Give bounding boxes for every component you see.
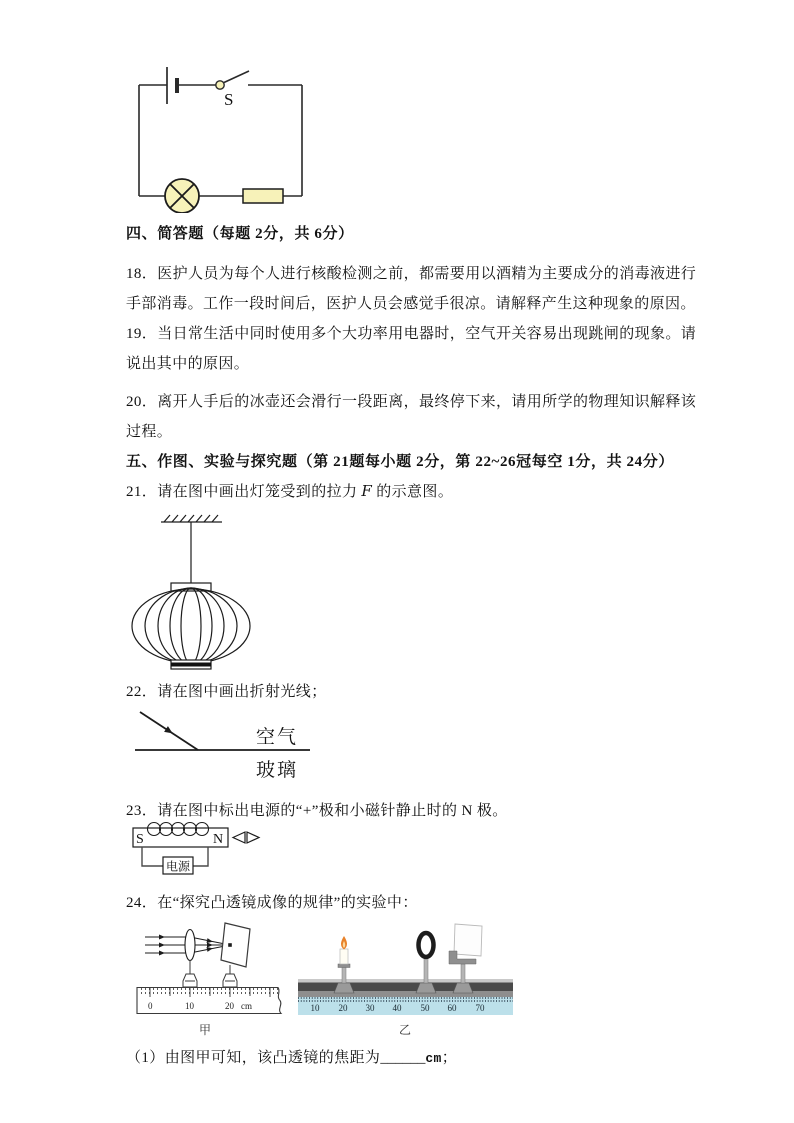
battery-symbol [167, 67, 177, 104]
holders [183, 961, 237, 988]
question-21 [126, 480, 453, 501]
experiment-yi-figure [298, 915, 513, 1015]
medium-above-label: 空气 [256, 727, 299, 748]
resistor-symbol [243, 189, 283, 203]
ruler-jia [137, 988, 281, 1014]
sub-question-1 [126, 1046, 457, 1067]
lantern-bottom-cap [171, 660, 211, 669]
ruler-jia-unit: cm [241, 1001, 252, 1011]
svg-text:30: 30 [365, 1003, 375, 1013]
circuit-wire [139, 85, 302, 196]
svg-text:70: 70 [475, 1003, 485, 1013]
question-19-line2: 说出其中的原因。 [126, 356, 250, 372]
pole-right-label: N [213, 832, 224, 847]
svg-text:50: 50 [420, 1003, 430, 1013]
section-five-header: 五、作图、实验与探究题（第 21题每小题 2分，第 22~26冠每空 1分，共 24分） [126, 454, 674, 470]
question-18-line1: 18．医护人员为每个人进行核酸检测之前，都需要用以酒精为主要成分的消毒液进行 [126, 266, 697, 282]
lens-symbol [185, 930, 195, 961]
compass-needle [233, 832, 259, 843]
sub-question-1-text: （1）由图甲可知，该凸透镜的焦距为 [126, 1050, 381, 1066]
incident-ray [140, 712, 198, 750]
ruler-jia-10: 10 [185, 1001, 194, 1011]
lantern-figure [128, 508, 263, 678]
power-source-box [163, 857, 193, 874]
pole-left-label: S [136, 832, 144, 847]
refraction-figure [130, 703, 325, 781]
unit-label: cm [425, 1051, 442, 1066]
medium-below-label: 玻璃 [256, 760, 299, 781]
ruler-jia-0: 0 [148, 1001, 153, 1011]
question-23: 23．请在图中标出电源的“+”极和小磁针静止时的 N 极。 [126, 803, 508, 819]
sub-question-1-end: ； [441, 1050, 458, 1066]
screen-symbol [221, 923, 250, 967]
circuit-figure [134, 63, 309, 213]
power-source-label: 电源 [166, 859, 191, 874]
incoming-rays [145, 937, 188, 953]
section-four-header: 四、简答题（每题 2分，共 6分） [126, 226, 354, 242]
ruler-jia-20: 20 [225, 1001, 234, 1011]
experiment-jia-figure [125, 915, 295, 1023]
question-18-line2: 手部消毒。工作一段时间后，医护人员会感觉手很凉。请解释产生这种现象的原因。 [126, 296, 696, 312]
switch-symbol [216, 71, 249, 109]
force-symbol: F [361, 482, 373, 500]
question-19-line1: 19．当日常生活中同时使用多个大功率用电器时，空气开关容易出现跳闸的现象。请 [126, 326, 697, 342]
question-24: 24．在“探究凸透镜成像的规律”的实验中： [126, 895, 418, 911]
switch-label: S [224, 90, 234, 109]
question-22: 22．请在图中画出折射光线； [126, 684, 327, 700]
question-21-suffix: 的示意图。 [376, 484, 454, 500]
question-21-prefix: 21．请在图中画出灯笼受到的拉力 [126, 484, 358, 500]
question-20-line1: 20．离开人手后的冰壶还会滑行一段距离，最终停下来，请用所学的物理知识解释该 [126, 394, 697, 410]
answer-blank: ______ [380, 1050, 426, 1066]
svg-text:60: 60 [447, 1003, 457, 1013]
focal-point [228, 943, 232, 947]
caption-jia: 甲 [198, 1023, 211, 1037]
svg-text:10: 10 [310, 1003, 320, 1013]
lamp-symbol [165, 179, 199, 213]
ceiling-hatch [161, 515, 222, 522]
question-20-line2: 过程。 [126, 424, 173, 440]
lantern-body [132, 588, 250, 664]
caption-yi: 乙 [398, 1023, 411, 1037]
svg-text:40: 40 [392, 1003, 402, 1013]
solenoid-figure [128, 820, 268, 880]
svg-text:20: 20 [338, 1003, 348, 1013]
